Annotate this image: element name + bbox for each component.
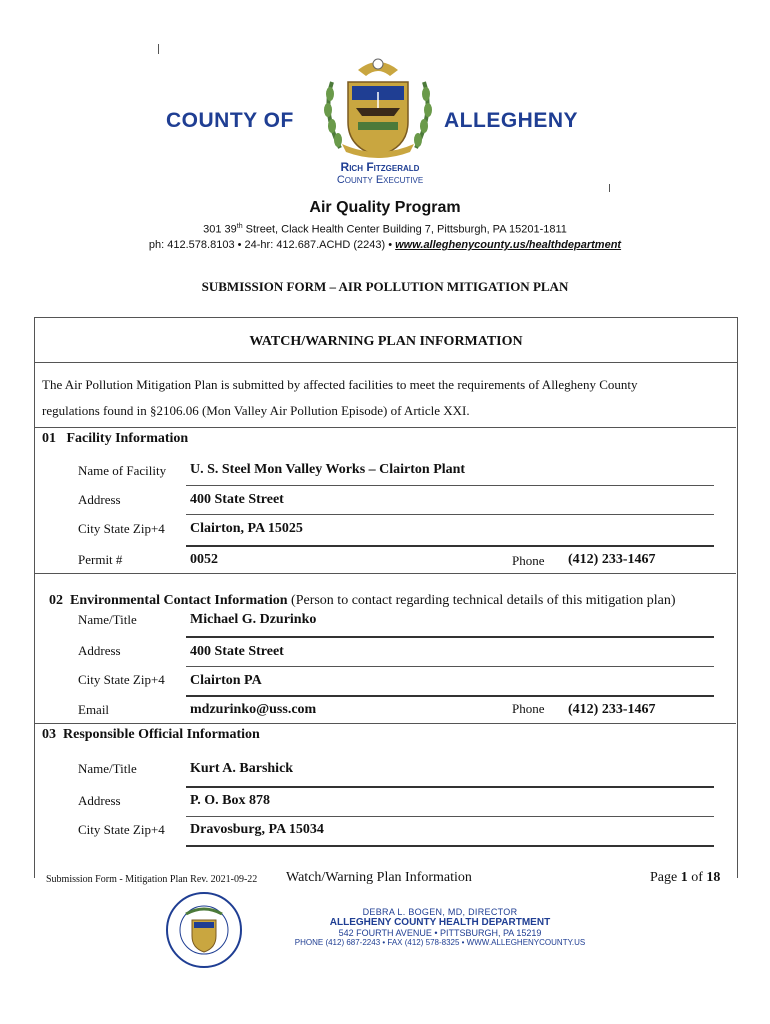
resp-address-label: Address [78, 793, 121, 808]
allegheny-text: ALLEGHENY [444, 109, 579, 132]
form-title: SUBMISSION FORM – AIR POLLUTION MITIGATION PLAN [201, 279, 569, 294]
department-contact: PHONE (412) 687-2243 • FAX (412) 578-8325 • WWW.ALLEGHENYCOUNTY.US [294, 938, 586, 947]
env-address-field[interactable]: 400 State Street [190, 644, 284, 659]
resp-city-label: City State Zip+4 [78, 822, 165, 837]
department-name: ALLEGHENY COUNTY HEALTH DEPARTMENT [329, 917, 551, 928]
environmental-heading-note: (Person to contact regarding technical details of this mitigation plan) [287, 593, 676, 608]
resp-address-field[interactable]: P. O. Box 878 [190, 793, 270, 808]
env-city-field[interactable]: Clairton PA [190, 673, 262, 688]
facility-address-underline [186, 514, 714, 515]
facility-city-label: City State Zip+4 [78, 521, 165, 536]
env-email-field[interactable]: mdzurinko@uss.com [190, 702, 317, 717]
page-number: 1 [680, 870, 688, 885]
department-address: 542 FOURTH AVENUE • PITTSBURGH, PA 15219 [338, 928, 542, 938]
address-rest: Street, Clack Health Center Building 7, Pittsburgh, PA 15201-1811 [242, 223, 567, 236]
department-director: DEBRA L. BOGEN, MD, DIRECTOR [362, 907, 518, 917]
page-total: 18 [706, 870, 721, 885]
resp-city-underline [186, 845, 714, 847]
county-seal-logo [318, 52, 438, 162]
section-facility-heading: 01 Facility Information [42, 431, 189, 446]
facility-name-underline [186, 485, 714, 486]
env-city-underline [186, 695, 714, 697]
resp-name-label: Name/Title [78, 761, 137, 776]
section-divider [35, 427, 736, 428]
env-email-label: Email [78, 702, 110, 717]
scan-tick [609, 184, 610, 192]
page-prefix: Page [650, 870, 681, 885]
section-divider [35, 573, 736, 574]
program-contact [0, 239, 770, 251]
page-of: of [687, 870, 707, 885]
footer-section-title: Watch/Warning Plan Information [286, 870, 472, 885]
program-title: Air Quality Program [309, 199, 461, 216]
facility-phone-label: Phone [512, 553, 545, 568]
env-name-underline [186, 636, 714, 638]
resp-name-underline [186, 786, 714, 788]
intro-line-1: The Air Pollution Mitigation Plan is submitted by affected facilities to meet the requirements of Allegheny County [42, 377, 638, 392]
footer-revision: Submission Form - Mitigation Plan Rev. 2021-09-22 [46, 874, 258, 885]
executive-name: Rich Fitzgerald [340, 160, 420, 174]
department-block [270, 907, 610, 947]
resp-name-field[interactable]: Kurt A. Barshick [190, 761, 294, 776]
website-link[interactable]: www.alleghenycounty.us/healthdepartment [395, 239, 622, 251]
address-prefix: 301 39 [203, 223, 237, 236]
program-address [0, 223, 770, 236]
env-address-underline [186, 666, 714, 667]
env-phone-field[interactable]: (412) 233-1467 [568, 702, 656, 717]
section-divider [35, 723, 736, 724]
box-heading: WATCH/WARNING PLAN INFORMATION [35, 318, 737, 363]
facility-name-label: Name of Facility [78, 463, 167, 478]
section-responsible-heading: 03 Responsible Official Information [42, 727, 260, 742]
health-department-seal [164, 890, 244, 970]
executive-block [300, 160, 460, 186]
resp-address-underline [186, 816, 714, 817]
facility-city-underline [186, 545, 714, 547]
environmental-heading-text: 02 Environmental Contact Information [49, 593, 288, 608]
county-of-text: COUNTY OF [166, 109, 294, 132]
permit-label: Permit # [78, 552, 123, 567]
facility-city-field[interactable]: Clairton, PA 15025 [190, 521, 303, 536]
resp-city-field[interactable]: Dravosburg, PA 15034 [190, 822, 324, 837]
env-name-field[interactable]: Michael G. Dzurinko [190, 612, 317, 627]
scan-tick [158, 44, 159, 54]
intro-line-2: regulations found in §2106.06 (Mon Valley Air Pollution Episode) of Article XXI. [42, 403, 470, 418]
executive-title: County Executive [336, 174, 424, 186]
facility-phone-field[interactable]: (412) 233-1467 [568, 552, 656, 567]
facility-address-label: Address [78, 492, 121, 507]
address-suffix-sup: th [236, 223, 243, 230]
env-name-label: Name/Title [78, 612, 137, 627]
facility-name-field[interactable]: U. S. Steel Mon Valley Works – Clairton Plant [190, 462, 466, 477]
env-address-label: Address [78, 643, 121, 658]
env-phone-label: Phone [512, 701, 545, 716]
facility-address-field[interactable]: 400 State Street [190, 492, 284, 507]
section-environmental-heading [42, 577, 676, 609]
phone-line: ph: 412.578.8103 • 24-hr: 412.687.ACHD (2243) • [148, 239, 396, 251]
page-indicator [650, 870, 720, 886]
permit-field[interactable]: 0052 [190, 552, 218, 567]
env-city-label: City State Zip+4 [78, 672, 165, 687]
